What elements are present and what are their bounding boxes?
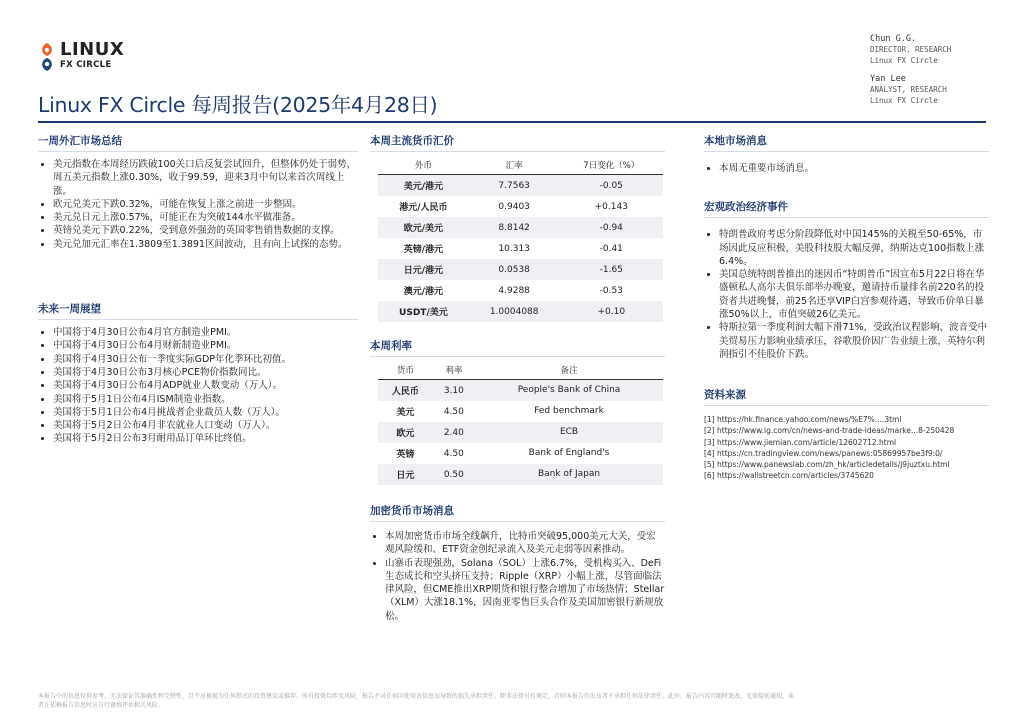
table-row [378, 301, 663, 322]
report-title: Linux FX Circle 每周报告(2025年4月28日) [38, 93, 438, 117]
list-item: • 美国将于4月30日公布一季度实际GDP年化季环比初值。 [53, 353, 358, 366]
outlook-heading: 未来一周展望 [38, 301, 358, 320]
linux-fx-logo-icon [38, 42, 56, 72]
interest-rate: 0.50 [433, 464, 475, 485]
list-item: • 美国将于4月30日公布4月ADP就业人数变动（万人）。 [53, 379, 358, 392]
list-item: • 英镑兑美元下跌0.22%，受到意外强劲的英国零售销售数据的支撑。 [53, 224, 358, 237]
list-item: • 中国将于4月30日公布4月财新制造业PMI。 [53, 339, 358, 352]
currency-pair: 英镑/港元 [403, 245, 444, 255]
rate-value: 10.313 [498, 243, 530, 254]
outlook-list [38, 326, 358, 446]
column-header: 备注 [475, 361, 663, 380]
source-link[interactable]: [5] https://www.panewslab.com/zh_hk/articledetails/j9juztxu.html [704, 460, 950, 470]
sources-section [704, 387, 989, 481]
list-item: • 本周无重要市场消息。 [719, 162, 989, 175]
currency-name: 欧元 [378, 422, 433, 443]
author-title: ANALYST, RESEARCH [870, 85, 947, 94]
rate-note: ECB [475, 422, 663, 443]
column-header: 外币 [378, 156, 469, 175]
table-row [378, 401, 663, 422]
list-item: • 美元指数在本周经历跌破100关口后反复尝试回升，但整体仍处于弱势，周五美元指数上涨0.30%，收于99.59，迎来3月中旬以来首次周线上涨。 [53, 158, 358, 198]
currency-pair: 美元/港元 [378, 175, 469, 197]
rate-note: People's Bank of China [475, 380, 663, 402]
source-link[interactable]: [6] https://wallstreetcn.com/articles/3745620 [704, 471, 874, 481]
right-column [704, 133, 989, 481]
currency-pair: 澳元/港元 [403, 287, 444, 297]
list-item: • 美国将于4月30日公布3月核心PCE物价指数同比。 [53, 366, 358, 379]
currency-pair: 欧元/美元 [378, 217, 469, 238]
author-name: Yan Lee [870, 74, 906, 84]
column-header: 利率 [433, 361, 475, 380]
rate-value: 1.0004088 [469, 301, 560, 322]
table-row [378, 175, 663, 197]
source-link[interactable]: [1] https://hk.finance.yahoo.com/news/%E7%....3tml [704, 415, 902, 425]
change-value: -1.65 [560, 259, 663, 280]
rate-value: 0.9403 [498, 201, 530, 212]
table-row [378, 259, 663, 280]
currency-name: 人民币 [378, 380, 433, 402]
change-value: -0.05 [560, 175, 663, 197]
interest-rate: 3.10 [433, 380, 475, 402]
list-item: • 本周加密货币市场全线飙升，比特币突破95,000美元大关，受宏观风险缓和、ETF资金创纪录流入及美元走弱等因素推动。 [385, 530, 665, 557]
local-heading: 本地市场消息 [704, 133, 989, 152]
source-link[interactable]: [2] https://www.ig.com/cn/news-and-trade-ideas/marke...8-250428 [704, 426, 955, 436]
list-item: • 美元兑日元上涨0.57%，可能正在为突破144水平做准备。 [53, 211, 358, 224]
source-link[interactable]: [3] https://www.jiemian.com/article/12602712.html [704, 437, 897, 447]
rate-note: Bank of England's [528, 448, 610, 458]
table-header-row [378, 156, 663, 175]
column-header: 7日变化（%） [560, 156, 663, 175]
list-item: • 美国将于5月2日公布3月耐用品订单环比终值。 [53, 432, 358, 445]
crypto-list [370, 530, 665, 623]
rate-value: 0.0538 [469, 259, 560, 280]
change-value: -0.41 [599, 243, 623, 254]
list-item: • 特斯拉第一季度利润大幅下滑71%，受政治议程影响，波音受中美贸易压力影响业绩承压，谷歌股价因广告业绩上涨，英特尔利润指引不佳股价下跌。 [719, 321, 989, 361]
fx-summary-list [38, 158, 358, 251]
fx-summary-heading: 一周外汇市场总结 [38, 133, 358, 152]
currency-pair: 日元/港元 [378, 259, 469, 280]
rate-note: Bank of Japan [475, 464, 663, 485]
list-item: • 欧元兑美元下跌0.32%，可能在恢复上涨之前进一步整固。 [53, 198, 358, 211]
change-value: +0.143 [594, 201, 628, 212]
rates-heading: 本周主流货币汇价 [370, 133, 665, 152]
table-header-row [378, 361, 663, 380]
column-header: 货币 [378, 361, 433, 380]
currency-pair: USDT/美元 [378, 301, 469, 322]
currency-name: 日元 [378, 464, 433, 485]
author-name: Chun G.G. [870, 34, 917, 44]
disclaimer-text: 本报告中的信息仅供参考，无法保证其准确性和完整性，且不应被视为任何形式的投资建议或推荐。所有投资均涉及风险，报告不对任何因使用该信息而导致的损失承担责任。除非法律另有规定，否则本报告的发布者不承担任何法律责任。此外，报告内容可随时更改，无需提前通知，读者在依赖报告信息时应自行谨慎评估相关风险。 [38, 693, 795, 709]
list-item: • 特朗普政府考虑分阶段降低对中国145%的关税至50-65%，市场因此反应积极，美股科技股大幅反弹，纳斯达克100指数上涨6.4%。 [719, 228, 989, 268]
list-item: • 美国总统特朗普推出的迷因币“特朗普币”因宣布5月22日将在华盛顿私人高尔夫俱乐部举办晚宴，邀请持币量排名前220名的投资者共进晚餐，前25名还享VIP白宫参观待遇，导致币价单日暴涨50%以上，市值突破26亿美元。 [719, 268, 989, 321]
column-header: 汇率 [469, 156, 560, 175]
currency-name: 美元 [396, 408, 415, 418]
interest-rate: 2.40 [433, 422, 475, 443]
list-item: • 美元兑加元汇率在1.3809至1.3891区间波动，且有向上试探的态势。 [53, 238, 358, 251]
left-column [38, 133, 358, 446]
rate-note: Fed benchmark [534, 406, 604, 416]
author-block [870, 34, 951, 106]
list-item: • 美国将于5月1日公布4月挑战者企业裁员人数（万人）。 [53, 406, 358, 419]
table-row [378, 217, 663, 238]
list-item: • 美国将于5月1日公布4月ISM制造业指数。 [53, 393, 358, 406]
rate-value: 7.7563 [469, 175, 560, 197]
logo-sub-text: FX CIRCLE [60, 60, 112, 70]
crypto-heading: 加密货币市场消息 [370, 503, 665, 522]
source-link[interactable]: [4] https://cn.tradingview.com/news/panews:05869957be3f9:0/ [704, 448, 943, 458]
sources-heading: 资料来源 [704, 387, 989, 406]
change-value: -0.94 [560, 217, 663, 238]
table-row [378, 238, 663, 259]
table-row [378, 196, 663, 217]
interest-rate: 4.50 [443, 448, 464, 459]
list-item: • 山寨币表现强劲，Solana（SOL）上涨6.7%，受机构买入、DeFi生态成长和空头挤压支持；Ripple（XRP）小幅上涨，尽管面临法律风险，但CME推出XRP期货和银行整合增加了市场热情；Stellar（XLM）大涨18.1%，因南亚零售巨头合作及美国加密银行新规放松。 [385, 557, 665, 623]
rate-value: 8.8142 [469, 217, 560, 238]
currency-pair: 港元/人民币 [399, 203, 448, 213]
middle-column [370, 133, 665, 623]
list-item: • 中国将于4月30日公布4月官方制造业PMI。 [53, 326, 358, 339]
interest-heading: 本周利率 [370, 338, 665, 357]
rates-table [378, 156, 663, 322]
author-title: DIRECTOR, RESEARCH [870, 45, 952, 54]
table-row [378, 464, 663, 485]
interest-table [378, 361, 663, 485]
change-value: +0.10 [560, 301, 663, 322]
local-list [704, 162, 989, 175]
macro-list [704, 228, 989, 361]
interest-rate: 4.50 [443, 406, 464, 417]
table-row [378, 443, 663, 464]
change-value: -0.53 [599, 285, 623, 296]
macro-heading: 宏观政治经济事件 [704, 199, 989, 218]
logo-brand-text: LINUX [60, 39, 125, 60]
table-row [378, 280, 663, 301]
list-item: • 美国将于5月2日公布4月非农就业人口变动（万人）。 [53, 419, 358, 432]
title-divider [38, 121, 986, 123]
author-org: Linux FX Circle [870, 95, 938, 105]
currency-name: 英镑 [396, 450, 415, 460]
author-org: Linux FX Circle [870, 55, 938, 65]
table-row [378, 380, 663, 402]
table-row [378, 422, 663, 443]
rate-value: 4.9288 [498, 285, 530, 296]
company-logo [38, 40, 128, 74]
